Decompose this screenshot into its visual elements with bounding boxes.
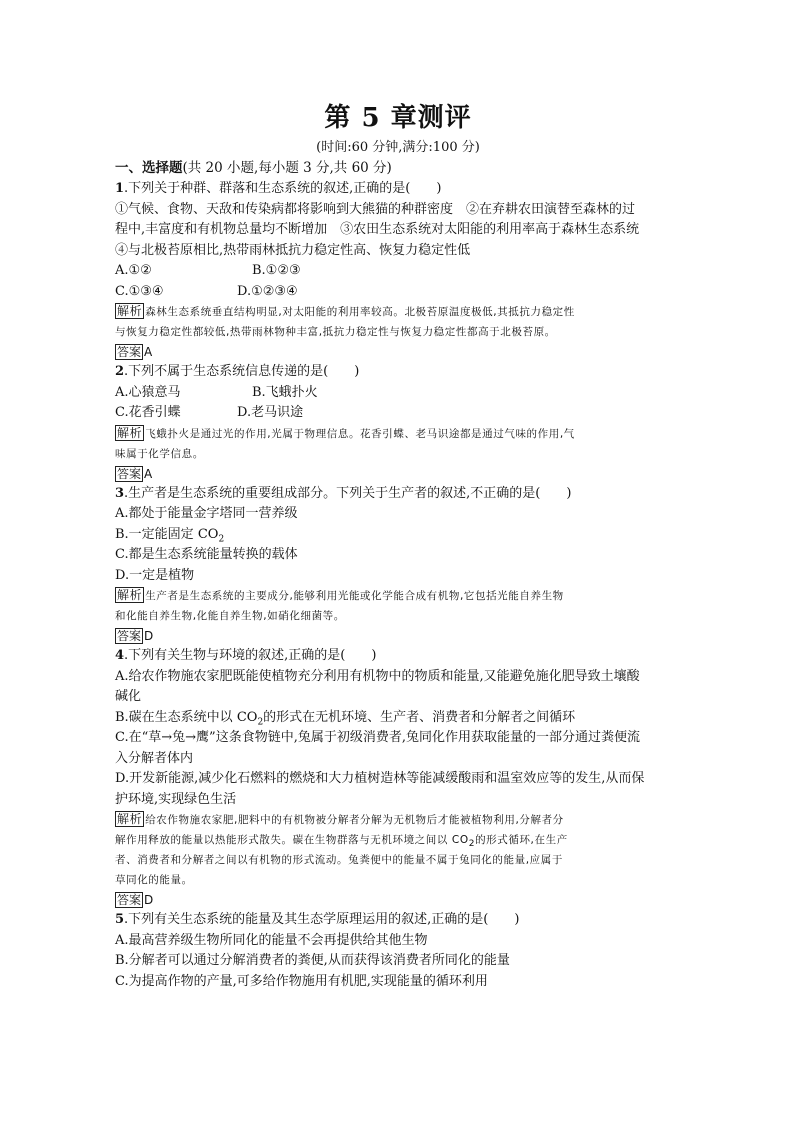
question-number: 1 [115,181,125,196]
answer-value: A [144,466,153,481]
analysis-line-2: 与恢复力稳定性都较低,热带雨林物种丰富,抵抗力稳定性与恢复力稳定性都高于北极苔原。 [115,326,556,338]
analysis-tag: 解析 [117,588,143,602]
analysis [115,810,681,830]
analysis [115,586,681,606]
section-heading [115,158,681,179]
option-b-text-2: 的形式在无机环境、生产者、消费者和分解者之间循环 [263,709,576,725]
answer-tag: 答案 [117,466,142,481]
subscript: 2 [218,534,225,545]
question-5 [115,910,681,931]
analysis-tag: 解析 [117,812,143,826]
option-b: B.①②③ [252,263,301,278]
analysis-text: 解作用释放的能量以热能形式散失。碳在生物群落与无机环境之间以 CO [115,834,469,846]
option-c-line-1: C.在“草→兔→鹰”这条食物链中,兔属于初级消费者,兔同化作用获取能量的一部分通过粪便流 [115,730,640,745]
option-a: A.都处于能量金字塔同一营养级 [115,506,298,521]
answer [115,890,681,910]
answer-value: A [144,345,153,359]
question-2-options-row-2 [115,403,681,424]
analysis-text-2: 的形式循环,在生产 [475,834,568,846]
option-d-line-1: D.开发新能源,减少化石燃料的燃烧和大力植树造林等能减缓酸雨和温室效应等的发生,从而保 [115,771,645,786]
analysis-tag: 解析 [117,304,143,318]
answer-tag: 答案 [117,893,142,907]
question-1-line-1: ①气候、食物、天敌和传染病都将影响到大熊猫的种群密度 ②在弃耕农田演替至森林的过 [115,201,636,217]
analysis-line-4: 草同化的能量。 [115,874,193,886]
option-c: C.花香引蝶 [115,405,181,420]
analysis [115,424,681,444]
answer-tag: 答案 [117,345,142,359]
question-1-line-3: ④与北极苔原相比,热带雨林抵抗力稳定性高、恢复力稳定性低 [115,242,471,258]
option-b-text: B.一定能固定 CO [115,526,219,542]
question-1 [115,179,681,200]
question-stem: .下列有关生物与环境的叙述,正确的是( ) [124,648,377,663]
option-c: C.为提高作物的产量,可多给作物施用有机肥,实现能量的循环利用 [115,973,488,989]
analysis [115,302,681,322]
option-d: D.一定是植物 [115,567,195,583]
question-number: 5 [115,912,125,927]
analysis-tag: 解析 [117,425,143,440]
question-number: 4 [115,648,125,663]
analysis-line-2 [115,830,681,850]
section-rest: (共 20 小题,每小题 3 分,共 60 分) [182,160,392,176]
analysis-line-2: 味属于化学信息。 [115,447,204,460]
option-c-line-2: 入分解者体内 [115,750,194,766]
option-a: A.心猿意马 [115,384,181,400]
question-number: 2 [115,364,125,379]
question-4 [115,646,681,667]
analysis-line-1: 森林生态系统垂直结构明显,对太阳能的利用率较高。北极苔原温度极低,其抵抗力稳定性 [145,306,575,318]
answer [115,342,681,362]
section-name: 一、选择题 [115,160,183,176]
question-stem: .下列有关生态系统的能量及其生态学原理运用的叙述,正确的是( ) [124,912,520,927]
question-stem: .下列不属于生态系统信息传递的是( ) [124,364,360,379]
option-b: B.分解者可以通过分解消费者的粪便,从而获得该消费者所同化的能量 [115,953,510,968]
option-a-line-2: 碱化 [115,689,142,704]
analysis-line-1: 给农作物施农家肥,肥料中的有机物被分解者分解为无机物后才能被植物利用,分解者分 [145,814,564,826]
question-number: 3 [115,485,125,501]
option-a: A.最高营养级生物所同化的能量不会再提供给其他生物 [115,932,428,948]
answer-tag: 答案 [117,629,142,643]
option-a: A.①② [115,263,152,278]
question-stem: .下列关于种群、群落和生态系统的叙述,正确的是( ) [124,181,442,196]
page-subtitle: (时间:60 分钟,满分:100 分) [316,140,480,155]
option-a-line-1: A.给农作物施农家肥既能使植物充分利用有机物中的物质和能量,又能避免施化肥导致土壤酸 [115,668,640,684]
answer [115,464,681,484]
option-b-text: B.碳在生态系统中以 CO [115,709,258,725]
answer-value: D [144,629,154,643]
option-d: D.①②③④ [237,283,298,299]
analysis-line-3: 者、消费者和分解者之间以有机物的形式流动。兔粪便中的能量不属于兔同化的能量,应属于 [115,854,563,866]
option-b: B.飞蛾扑火 [252,384,318,400]
analysis-line-1: 生产者是生态系统的主要成分,能够利用光能或化学能合成有机物,它包括光能自养生物 [145,590,564,602]
question-3 [115,484,681,505]
option-c: C.①③④ [115,283,164,299]
option-c: C.都是生态系统能量转换的载体 [115,547,298,562]
answer-value: D [144,893,154,907]
page-title: 第 5 章测评 [324,103,472,133]
option-d-line-2: 护环境,实现绿色生活 [115,791,237,807]
question-1-options-row-1 [115,261,681,282]
answer [115,626,681,646]
subscript: 2 [468,839,476,850]
option-b [115,525,681,546]
exam-page [115,100,681,992]
question-stem: .生产者是生态系统的重要组成部分。下列关于生产者的叙述,不正确的是( ) [124,485,572,501]
question-2-options-row-1 [115,383,681,404]
question-1-options-row-2 [115,282,681,303]
analysis-line-1: 飞蛾扑火是通过光的作用,光属于物理信息。花香引蝶、老马识途都是通过气味的作用,气 [145,427,575,440]
question-2 [115,362,681,383]
option-b [115,708,681,729]
subscript: 2 [257,717,264,728]
option-d: D.老马识途 [237,405,304,420]
question-1-line-2: 程中,丰富度和有机物总量均不断增加 ③农田生态系统对太阳能的利用率高于森林生态系统 [115,222,640,237]
analysis-line-2: 和化能自养生物,化能自养生物,如硝化细菌等。 [115,610,345,622]
